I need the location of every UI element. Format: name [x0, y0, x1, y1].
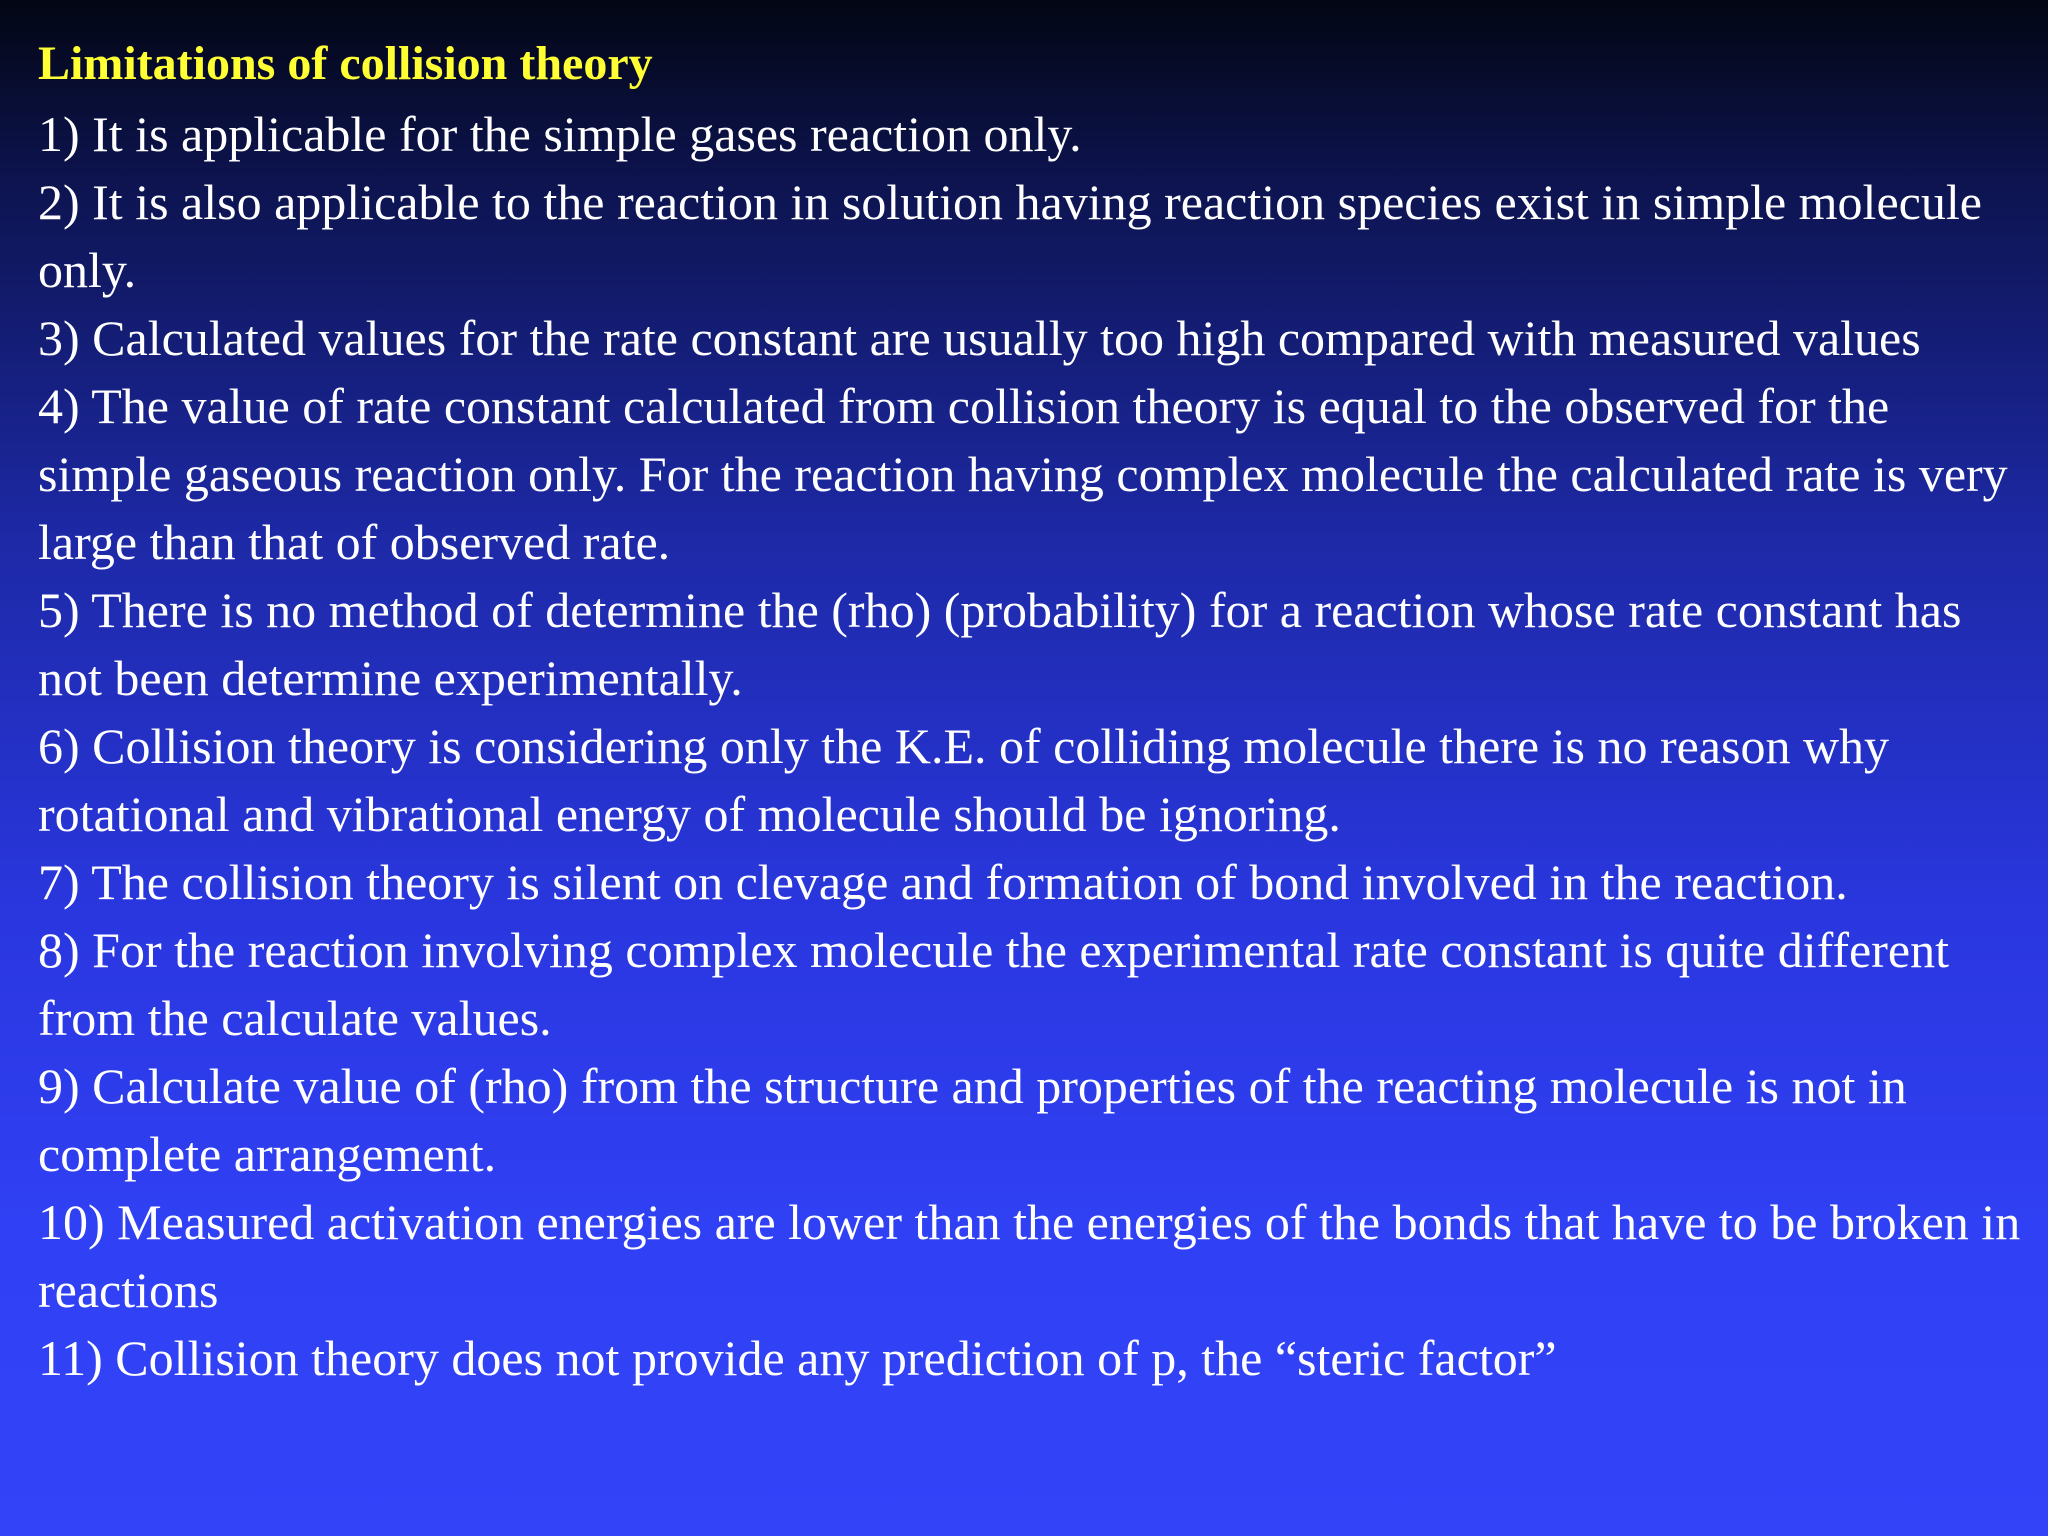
list-item: 5) There is no method of determine the (rho) (probability) for a reaction whose rate constant has not been determine experimentally.: [38, 582, 1962, 706]
slide-title: Limitations of collision theory: [38, 37, 653, 90]
list-item: 10) Measured activation energies are lower than the energies of the bonds that have to be broken in reactions: [38, 1194, 2021, 1318]
list-item: 7) The collision theory is silent on clevage and formation of bond involved in the reaction.: [38, 854, 1848, 910]
list-item: 3) Calculated values for the rate constant are usually too high compared with measured values: [38, 310, 1921, 366]
list-item: 8) For the reaction involving complex molecule the experimental rate constant is quite different from the calculate values.: [38, 922, 1949, 1046]
limitations-list: [38, 100, 2028, 1392]
list-item: 9) Calculate value of (rho) from the structure and properties of the reacting molecule is not in complete arrangement.: [38, 1058, 1907, 1182]
list-item: 2) It is also applicable to the reaction in solution having reaction species exist in simple molecule only.: [38, 174, 1982, 298]
slide-content: [38, 34, 2028, 1392]
list-item: 11) Collision theory does not provide any prediction of p, the “steric factor”: [38, 1330, 1557, 1386]
list-item: 6) Collision theory is considering only the K.E. of colliding molecule there is no reason why rotational and vibrational energy of molecule should be ignoring.: [38, 718, 1890, 842]
list-item: 1) It is applicable for the simple gases reaction only.: [38, 106, 1082, 162]
list-item: 4) The value of rate constant calculated from collision theory is equal to the observed for the simple gaseous reaction only. For the reaction having complex molecule the calculated rate is very large than that of observed rate.: [38, 378, 2008, 570]
